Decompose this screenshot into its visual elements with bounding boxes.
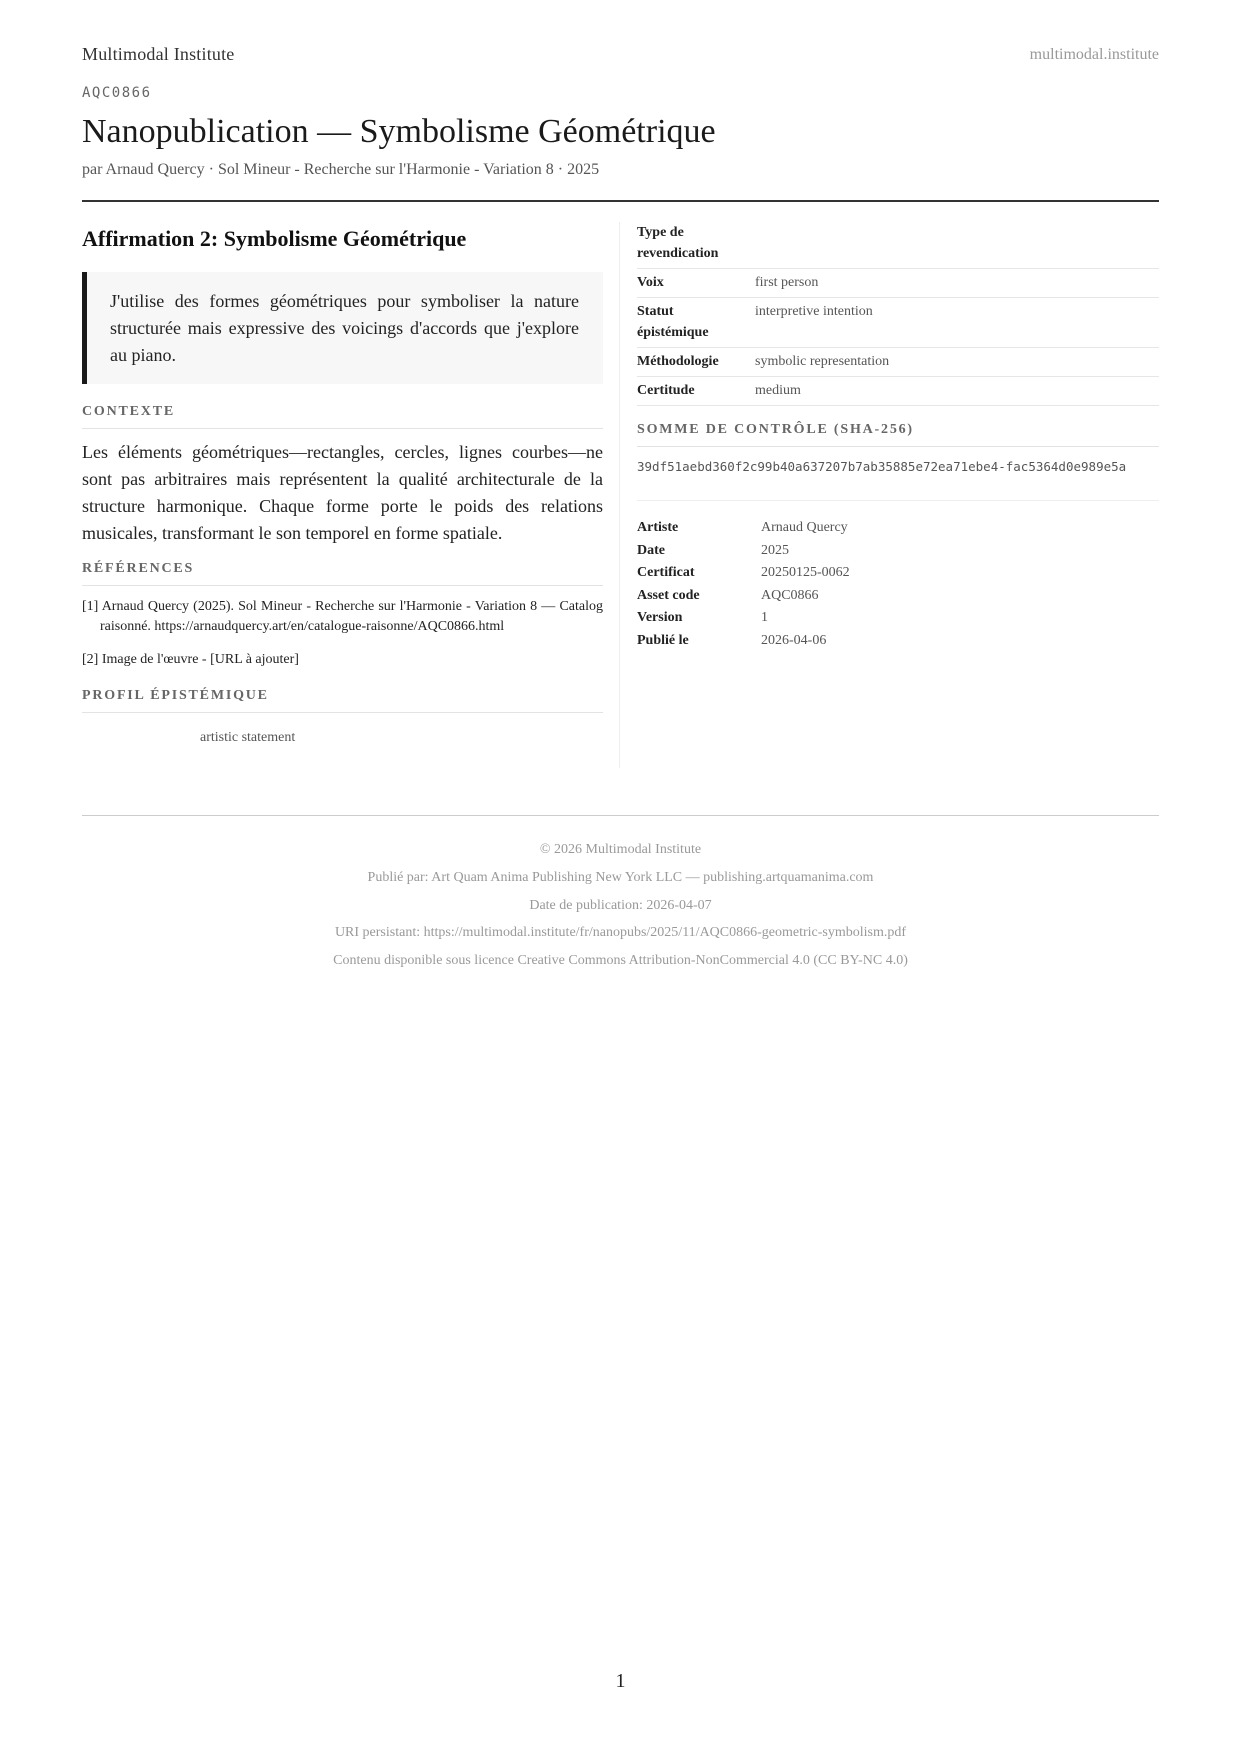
header-divider — [82, 200, 1159, 202]
meta-key: Méthodologie — [637, 354, 719, 369]
meta-value: medium — [755, 383, 801, 398]
footer-license: Contenu disponible sous licence Creative Commons Attribution-NonCommercial 4.0 (CC BY-NC 4.0) — [333, 953, 908, 969]
claim-heading: Affirmation 2: Symbolisme Géométrique — [82, 226, 467, 251]
column-divider — [619, 222, 620, 768]
reference-item-1[interactable]: [1] Arnaud Quercy (2025). Sol Mineur - Recherche sur l'Harmonie - Variation 8 — Catalog raisonné. https://arnaudquercy.art/en/catalogue-raisonne/AQC0866.html — [82, 599, 603, 634]
asset-code: AQC0866 — [82, 85, 152, 101]
context-section-label: CONTEXTE — [82, 404, 603, 429]
artwork-value: AQC0866 — [761, 587, 819, 603]
metadata-sidebar — [637, 222, 1159, 653]
artwork-row-version — [637, 607, 1159, 630]
checksum-label: SOMME DE CONTRÔLE (SHA-256) — [637, 422, 1159, 447]
meta-row-certainty — [637, 377, 1159, 406]
meta-row-epistemic-status — [637, 298, 1159, 348]
meta-value: interpretive intention — [755, 304, 873, 319]
artwork-row-published — [637, 630, 1159, 653]
meta-key: Voix — [637, 275, 664, 290]
meta-value: symbolic representation — [755, 354, 890, 369]
artwork-value: 20250125-0062 — [761, 565, 850, 581]
meta-key: Type de revendication — [637, 225, 719, 261]
artwork-row-asset-code — [637, 585, 1159, 608]
footer-publisher: Publié par: Art Quam Anima Publishing New York LLC — publishing.artquamanima.com — [367, 869, 874, 885]
reference-item-2: [2] Image de l'œuvre - [URL à ajouter] — [82, 652, 299, 667]
meta-row-methodology — [637, 348, 1159, 377]
main-column — [82, 222, 603, 746]
footer-persistent-uri[interactable]: URI persistant: https://multimodal.institute/fr/nanopubs/2025/11/AQC0866-geometric-symbolism.pdf — [334, 925, 907, 941]
footer-divider — [82, 815, 1159, 816]
page-number: 1 — [615, 1670, 626, 1692]
meta-row-claim-type — [637, 222, 1159, 269]
reference-list — [82, 597, 603, 670]
meta-key: Statut épistémique — [637, 304, 709, 340]
meta-key: Certitude — [637, 383, 695, 398]
artwork-value: 2026-04-06 — [761, 632, 827, 648]
epistemic-profile-value: artistic statement — [200, 730, 296, 745]
claim-metadata-table — [637, 222, 1159, 406]
page-title: Nanopublication — Symbolisme Géométrique — [82, 113, 716, 150]
artwork-key: Asset code — [637, 587, 700, 603]
claim-quote: J'utilise des formes géométriques pour symboliser la nature structurée mais expressive des voicings d'accords que j'explore au piano. — [82, 272, 603, 384]
artwork-key: Publié le — [637, 632, 689, 648]
references-section-label: RÉFÉRENCES — [82, 561, 603, 586]
byline: par Arnaud Quercy · Sol Mineur - Recherche sur l'Harmonie - Variation 8 · 2025 — [82, 161, 600, 178]
footer-copyright: © 2026 Multimodal Institute — [539, 842, 702, 857]
artwork-row-certificate — [637, 562, 1159, 585]
footer — [82, 836, 1159, 975]
checksum-value: 39df51aebd360f2c99b40a637207b7ab35885e72ea71ebe4-fac5364d0e989e5a — [637, 457, 1159, 501]
artwork-key: Date — [637, 542, 665, 558]
meta-row-voice — [637, 269, 1159, 298]
brand-name: Multimodal Institute — [82, 44, 235, 64]
artwork-row-date — [637, 540, 1159, 563]
context-text: Les éléments géométriques—rectangles, cercles, lignes courbes—ne sont pas arbitraires mais représentent la qualité architecturale de la structure harmonique. Chaque forme porte le poids des relations musicales, transformant le son temporel en forme spatiale. — [82, 442, 603, 543]
artwork-value: 2025 — [761, 542, 789, 558]
epistemic-profile-label: PROFIL ÉPISTÉMIQUE — [82, 688, 603, 713]
top-bar — [82, 44, 1159, 68]
site-url-link[interactable]: multimodal.institute — [1029, 46, 1159, 63]
meta-value: first person — [755, 275, 819, 290]
artwork-value: 1 — [761, 610, 768, 626]
artwork-details — [637, 517, 1159, 653]
document-page — [82, 0, 1159, 1754]
artwork-key: Certificat — [637, 565, 695, 581]
artwork-value: Arnaud Quercy — [761, 520, 848, 535]
artwork-key: Artiste — [637, 520, 679, 535]
artwork-key: Version — [637, 610, 683, 626]
artwork-row-artist — [637, 517, 1159, 540]
footer-publication-date: Date de publication: 2026-04-07 — [529, 897, 712, 913]
